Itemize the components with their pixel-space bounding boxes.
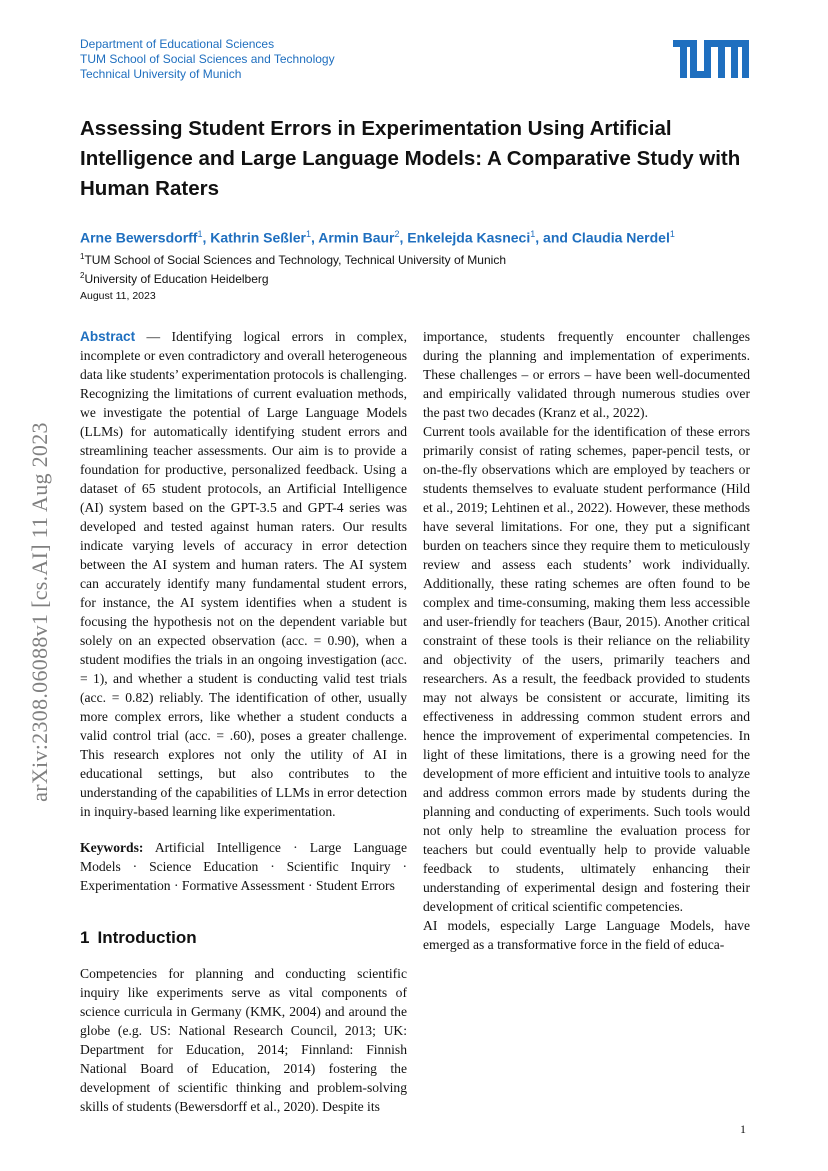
arxiv-stamp: arXiv:2308.06088v1 [cs.AI] 11 Aug 2023 [27,422,52,802]
author-separator: , [202,229,211,246]
author-name: Kathrin Seßler [210,229,306,246]
affiliation-item [80,268,506,287]
keywords-text: Artificial Intelligence · Large Language Models · Science Education · Scientific Inquiry · Experimentation · Formative Assessment · Student Errors [80,840,407,893]
author-affiliation-mark: 1 [305,229,311,239]
author-separator: , [310,229,319,246]
paper-date: August 11, 2023 [80,290,156,302]
affiliation-text: TUM School of Social Sciences and Technology, Technical University of Munich [84,253,506,267]
intro-paragraph-1: Competencies for planning and conducting scientific inquiry like experiments serve as vital components of science curricula in Germany (KMK, 2004) and around the globe (e.g. US: National Research Council, 2013; UK: Department for Education, 2014; Finnland: Finnish National Board of Education, 2014) fostering the development of scientific thinking and problem-solving skills of students (Bewersdorff et al., 2020). Despite its [80,966,407,1114]
intro-paragraph-1-continued: importance, students frequently encounter challenges during the planning and implementation of experiments. These challenges – or errors – have been well-documented and empirically validated through numerous studies over the past two decades (Kranz et al., 2022). [423,329,750,420]
author-affiliation-mark: 1 [669,229,675,239]
intro-paragraph-3: AI models, especially Large Language Models, have emerged as a transformative force in the field of educa- [423,918,750,952]
author-separator: , and [535,229,572,246]
author-affiliation-mark: 1 [197,229,203,239]
author-name: Enkelejda Kasneci [407,229,531,246]
affiliation-mark: 1 [80,252,85,261]
paper-title: Assessing Student Errors in Experimentation Using Artificial Intelligence and Large Language Models: A Comparative Study with Human Raters [80,117,741,200]
author-separator: , [399,229,408,246]
author-name: Armin Baur [318,229,395,246]
university-line: Technical University of Munich [80,67,242,81]
page-number: 1 [740,1122,746,1136]
intro-paragraph-2: Current tools available for the identification of these errors primarily consist of rating schemes, paper-pencil tests, or on-the-fly observations which are employed by teachers or students themselves to evaluate student performance (Hild et al., 2019; Lehtinen et al., 2022). However, these methods have several limitations. For one, they put a significant burden on teachers since they require them to meticulously review and assess each students’ work individually. Additionally, these rating schemes are often found to be complex and time-consuming, making them less accessible and user-friendly for teachers (Baur, 2015). Another critical constraint of these tools is their reliance on the reliability and objectivity of the users, primarily teachers and researchers. As a result, the feedback provided to students may not always be consistent or accurate, limiting its effectiveness in addressing common student errors and hence the improvement of experimental competencies. In light of these limitations, there is a growing need for the development of more efficient and intuitive tools to analyze and address common errors made by students during the planning and conducting of experiments. Such tools would not only help to streamline the evaluation process for teachers but could eventually help to provide valuable feedback to students, ultimately enhancing their understanding of experimental design and fostering their development of critical scientific competencies. [423,424,750,914]
author-name: Claudia Nerdel [571,229,670,246]
keywords-label: Keywords: [80,840,144,855]
abstract-text: — Identifying logical errors in complex, incomplete or even contradictory and overall heterogeneous data like students’ experimentation protocols is challenging. Recognizing the limitations of current evaluation methods, we investigate the potential of Large Language Models (LLMs) for automatically identifying student errors and streamlining teacher assessments. Our aim is to provide a foundation for productive, personalized feedback. Using a dataset of 65 student protocols, an Artificial Intelligence (AI) system based on the GPT-3.5 and GPT-4 series was developed and tested against human raters. Our results indicate varying levels of accuracy in error detection between the AI system and human raters. The AI system can accurately identify many fundamental student errors, for instance, the AI system identifies when a student is focusing the hypothesis not on the dependent variable but solely on an expected observation (acc. = 0.90), when a student modifies the trials in an ongoing investigation (acc. = 1), and whether a student is conducting valid test trials (acc. = 0.82) reliably. The identification of other, usually more complex errors, like whether a student conducts a valid control trial (acc. = .60), poses a greater challenge. This research explores not only the utility of AI in educational settings, but also contributes to the understanding of the capabilities of LLMs in error detection in inquiry-based learning like experimentation. [80,329,407,819]
section-title: Introduction [97,928,197,947]
author-affiliation-mark: 1 [530,229,536,239]
author-name: Arne Bewersdorff [80,229,198,246]
keywords [80,838,407,895]
abstract-label: Abstract [80,329,136,344]
school-line: TUM School of Social Sciences and Technology [80,52,335,66]
affiliation-item [80,249,506,268]
department-line: Department of Educational Sciences [80,37,275,51]
affiliation-mark: 2 [80,271,85,280]
affiliation-list [80,249,506,287]
left-column [80,327,407,1116]
author-list [80,224,780,248]
affiliation-text: University of Education Heidelberg [84,272,269,286]
section-heading [80,928,407,947]
author-affiliation-mark: 2 [394,229,400,239]
tum-logo [673,40,749,78]
department-header [80,37,335,82]
abstract [80,327,407,821]
right-column [423,327,750,954]
section-number: 1 [80,928,90,947]
